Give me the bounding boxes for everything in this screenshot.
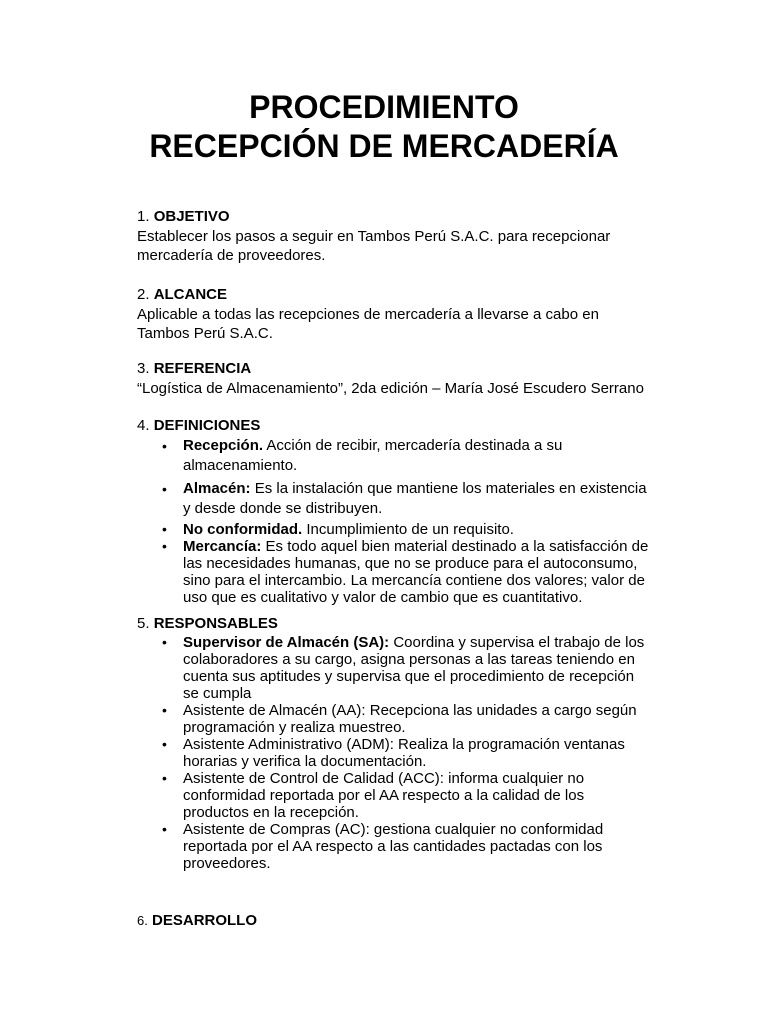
section-heading: [137, 416, 677, 436]
definition-text: uso que es cualitativo y valor de cambio que es cuantitativo.: [183, 588, 583, 606]
list-item: [137, 770, 677, 821]
document-title-line-1: PROCEDIMIENTO: [249, 89, 519, 125]
responsable-text: productos en la recepción.: [183, 803, 359, 821]
section-number: 6.: [137, 913, 148, 928]
section-number: 4.: [137, 417, 150, 434]
definition-text: Es todo aquel bien material destinado a la satisfacción de: [261, 537, 649, 555]
section-responsables: [137, 614, 677, 872]
section-heading: [137, 359, 677, 379]
section-referencia: [137, 359, 677, 398]
section-text-line: mercadería de proveedores.: [137, 247, 326, 264]
section-title: DESARROLLO: [152, 912, 258, 929]
bullet-icon: •: [162, 633, 167, 650]
responsable-text: Coordina y supervisa el trabajo de los: [389, 633, 645, 651]
section-heading: [137, 285, 677, 305]
section-heading: [137, 207, 677, 227]
responsable-text: cuenta sus aptitudes y supervisa que el procedimiento de recepción: [183, 667, 635, 685]
list-item: [137, 821, 677, 872]
responsable-text: reportada por el AA respecto a las cantidades pactadas con los: [183, 837, 603, 855]
bullet-icon: •: [162, 480, 167, 497]
list-item: [137, 479, 677, 520]
section-title: OBJETIVO: [153, 208, 230, 225]
responsable-text: colaboradores a su cargo, asigna personas a las tareas teniendo en: [183, 650, 635, 668]
definition-term: Mercancía:: [183, 537, 262, 555]
section-number: 3.: [137, 360, 150, 377]
section-desarrollo: [137, 911, 677, 931]
section-heading: [137, 614, 677, 634]
list-item: [137, 634, 677, 702]
section-title: RESPONSABLES: [153, 615, 278, 632]
section-number: 5.: [137, 615, 150, 632]
bullet-icon: •: [162, 735, 167, 752]
section-title: REFERENCIA: [153, 360, 252, 377]
document-title-line-2: RECEPCIÓN DE MERCADERÍA: [149, 128, 619, 164]
section-text-line: Establecer los pasos a seguir en Tambos Perú S.A.C. para recepcionar: [137, 227, 611, 245]
definition-text: y desde donde se distribuyen.: [183, 500, 383, 517]
responsable-text: se cumpla: [183, 684, 252, 702]
definition-text: Acción de recibir, mercadería destinada a su: [263, 436, 563, 454]
definition-term: No conformidad.: [183, 520, 303, 538]
responsable-text: proveedores.: [183, 854, 271, 872]
section-text-line: “Logística de Almacenamiento”, 2da edición – María José Escudero Serrano: [137, 379, 644, 397]
responsable-text: horarias y verifica la documentación.: [183, 752, 427, 770]
responsable-text: Asistente de Almacén (AA): Recepciona las unidades a cargo según: [183, 701, 637, 719]
responsable-term: Supervisor de Almacén (SA):: [183, 633, 390, 651]
list-item: [137, 521, 677, 538]
definitions-list: [137, 436, 677, 606]
responsable-text: Asistente de Compras (AC): gestiona cualquier no conformidad: [183, 820, 604, 838]
bullet-icon: •: [162, 537, 167, 554]
definition-text: Incumplimiento de un requisito.: [302, 520, 514, 538]
definition-text: Es la instalación que mantiene los materiales en existencia: [250, 479, 647, 497]
section-objetivo: [137, 207, 677, 266]
definition-text: sino para el intercambio. La mercancía contiene dos valores; valor de: [183, 571, 645, 589]
section-text-line: Tambos Perú S.A.C.: [137, 325, 273, 342]
bullet-icon: •: [162, 701, 167, 718]
section-definiciones: [137, 416, 677, 606]
responsable-text: conformidad reportada por el AA respecto a la calidad de los: [183, 786, 585, 804]
definition-text: almacenamiento.: [183, 457, 298, 474]
section-title: DEFINICIONES: [153, 417, 261, 434]
responsable-text: Asistente de Control de Calidad (ACC): informa cualquier no: [183, 769, 585, 787]
bullet-icon: •: [162, 769, 167, 786]
section-text-line: Aplicable a todas las recepciones de mercadería a llevarse a cabo en: [137, 305, 599, 323]
definition-term: Almacén:: [183, 479, 251, 497]
definition-term: Recepción.: [183, 436, 264, 454]
bullet-icon: •: [162, 820, 167, 837]
bullet-icon: •: [162, 437, 167, 454]
responsables-list: [137, 634, 677, 872]
bullet-icon: •: [162, 520, 167, 537]
section-title: ALCANCE: [153, 286, 228, 303]
responsable-text: Asistente Administrativo (ADM): Realiza la programación ventanas: [183, 735, 625, 753]
section-number: 2.: [137, 286, 150, 303]
definition-text: las necesidades humanas, que no se produce para el autoconsumo,: [183, 554, 638, 572]
section-heading: [137, 911, 677, 931]
section-alcance: [137, 285, 677, 344]
list-item: [137, 702, 677, 736]
section-number: 1.: [137, 208, 150, 225]
list-item: [137, 736, 677, 770]
list-item: [137, 436, 677, 477]
responsable-text: programación y realiza muestreo.: [183, 718, 406, 736]
list-item: [137, 538, 677, 606]
